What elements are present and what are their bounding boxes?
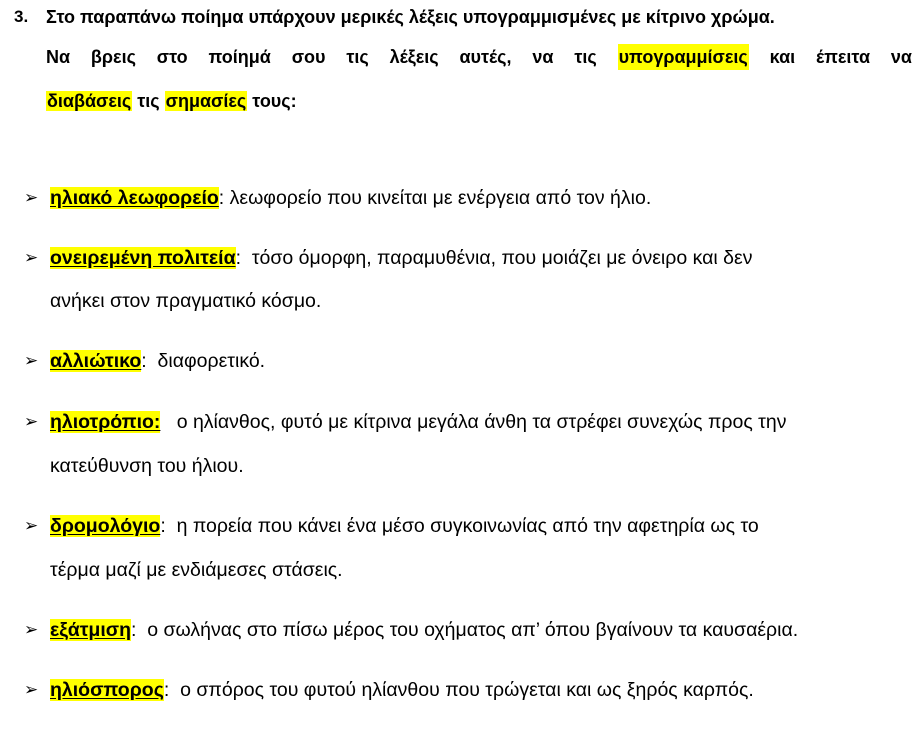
definition-separator: : — [163, 679, 170, 701]
definition-continuation: κατεύθυνση του ήλιου. — [50, 455, 244, 477]
highlighted-word-ypogrammiseis: υπογραμμίσεις — [618, 44, 749, 70]
definition-line — [50, 618, 798, 642]
highlighted-word-diavaseis: διαβάσεις — [47, 91, 132, 111]
definition-separator: : — [131, 619, 137, 641]
definition-separator: : — [218, 187, 225, 209]
instruction-text: τους: — [247, 91, 297, 111]
definition-text: τόσο όμορφη, παραμυθένια, που μοιάζει με όνειρο και δεν — [241, 247, 753, 269]
instruction-line-2 — [46, 44, 912, 70]
definition-separator: : — [160, 515, 166, 537]
definition-term: εξάτμιση — [50, 619, 131, 641]
arrow-bullet-icon: ➢ — [24, 188, 39, 207]
definition-text: ο ηλίανθος, φυτό με κίτρινα μεγάλα άνθη τα στρέφει συνεχώς προς την — [165, 411, 787, 433]
definition-term: ηλιόσπορος — [50, 679, 164, 701]
definition-line — [50, 410, 786, 434]
definition-continuation: ανήκει στον πραγματικό κόσμο. — [50, 290, 322, 312]
definition-text: διαφορετικό. — [146, 350, 266, 372]
instruction-word: αυτές, — [459, 47, 512, 67]
arrow-bullet-icon: ➢ — [24, 248, 39, 267]
definition-text: ο σπόρος του φυτού ηλίανθου που τρώγεται και ως ξηρός καρπός. — [169, 679, 754, 701]
arrow-bullet-icon: ➢ — [24, 351, 39, 370]
instruction-text: τις — [132, 91, 165, 111]
instruction-line-1: Στο παραπάνω ποίημα υπάρχουν μερικές λέξεις υπογραμμισμένες με κίτρινο χρώμα. — [46, 7, 775, 27]
definition-line — [50, 349, 265, 373]
instruction-line-3 — [46, 88, 912, 114]
arrow-bullet-icon: ➢ — [24, 620, 39, 639]
instruction-word: να — [890, 47, 912, 67]
definition-term: ονειρεμένη πολιτεία — [50, 247, 236, 269]
instruction-word: να — [532, 47, 554, 67]
instruction-word: ποίημά — [208, 47, 271, 67]
arrow-bullet-icon: ➢ — [24, 516, 39, 535]
instruction-word: Να — [46, 47, 71, 67]
definition-line — [50, 514, 759, 538]
instruction-word: τις — [346, 47, 369, 67]
definition-line — [50, 186, 651, 210]
arrow-bullet-icon: ➢ — [24, 680, 39, 699]
highlighted-word-simasies: σημασίες — [165, 91, 247, 111]
definition-text: λεωφορείο που κινείται με ενέργεια από τον ήλιο. — [224, 187, 652, 209]
definition-text: ο σωλήνας στο πίσω μέρος του οχήματος απ’ όπου βγαίνουν τα καυσαέρια. — [136, 619, 799, 641]
instruction-word: βρεις — [90, 47, 136, 67]
definition-term: ηλιακό λεωφορείο — [50, 187, 219, 209]
exercise-number: 3. — [14, 7, 29, 26]
instruction-word: στο — [156, 47, 188, 67]
definition-separator: : — [141, 350, 147, 372]
definition-text: η πορεία που κάνει ένα μέσο συγκοινωνίας από την αφετηρία ως το — [165, 515, 759, 537]
definition-term: ηλιοτρόπιο: — [50, 411, 161, 433]
instruction-word: έπειτα — [815, 47, 871, 67]
definition-continuation: τέρμα μαζί με ενδιάμεσες στάσεις. — [50, 559, 343, 581]
instruction-word: σου — [291, 47, 326, 67]
instruction-word: λέξεις — [389, 47, 439, 67]
definition-term: αλλιώτικο — [50, 350, 142, 372]
arrow-bullet-icon: ➢ — [24, 412, 39, 431]
definition-line — [50, 246, 752, 270]
definition-line — [50, 678, 754, 702]
instruction-word: και — [769, 47, 796, 67]
instruction-word: τις — [574, 47, 597, 67]
definition-term: δρομολόγιο — [50, 515, 161, 537]
definition-separator: : — [235, 247, 241, 269]
